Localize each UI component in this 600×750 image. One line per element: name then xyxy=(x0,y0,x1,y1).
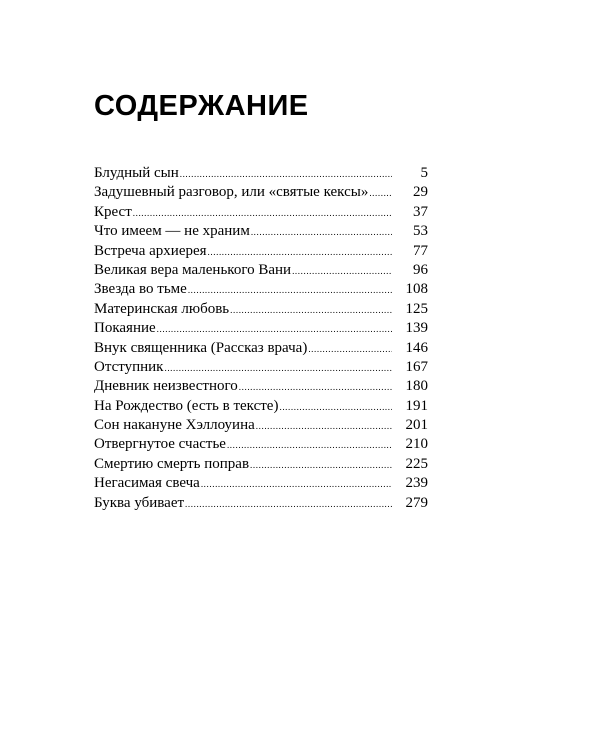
toc-entry xyxy=(94,435,428,454)
toc-entry-title: Что имеем — не храним xyxy=(94,223,250,240)
toc-entry xyxy=(94,300,428,319)
toc-page-number: 191 xyxy=(405,397,428,414)
toc-entry xyxy=(94,474,428,493)
toc-entry-title: Внук священника (Рассказ врача) xyxy=(94,339,308,356)
dot-leader xyxy=(250,461,392,470)
toc-entry xyxy=(94,222,428,241)
toc-page-number: 29 xyxy=(413,184,428,201)
dot-leader xyxy=(157,325,392,334)
toc-entry xyxy=(94,397,428,416)
toc-entry-title: Дневник неизвестного xyxy=(94,378,238,395)
toc-page-number: 210 xyxy=(405,436,428,453)
toc-entry xyxy=(94,339,428,358)
toc-page-number: 77 xyxy=(413,242,428,259)
table-of-contents xyxy=(94,164,428,513)
toc-entry-title: Негасимая свеча xyxy=(94,475,200,492)
dot-leader xyxy=(133,209,392,218)
toc-entry xyxy=(94,164,428,183)
dot-leader xyxy=(279,403,392,412)
toc-page-number: 225 xyxy=(405,455,428,472)
toc-entry-title: На Рождество (есть в тексте) xyxy=(94,397,279,414)
toc-entry xyxy=(94,358,428,377)
toc-page-number: 108 xyxy=(405,281,428,298)
toc-page-number: 167 xyxy=(405,358,428,375)
dot-leader xyxy=(256,422,392,431)
dot-leader xyxy=(164,364,392,373)
toc-page-number: 139 xyxy=(405,320,428,337)
toc-entry-title: Буква убивает xyxy=(94,494,185,511)
toc-entry xyxy=(94,183,428,202)
toc-entry xyxy=(94,261,428,280)
dot-leader xyxy=(251,228,392,237)
toc-entry xyxy=(94,377,428,396)
toc-entry-title: Великая вера маленького Вани xyxy=(94,261,292,278)
toc-entry-title: Сон накануне Хэллоуина xyxy=(94,417,255,434)
toc-entry xyxy=(94,280,428,299)
toc-entry-title: Блудный сын xyxy=(94,165,179,181)
toc-entry-title: Встреча архиерея xyxy=(94,242,207,259)
dot-leader xyxy=(239,383,392,392)
toc-page-number: 125 xyxy=(405,300,428,317)
dot-leader xyxy=(369,189,392,198)
toc-page-number: 146 xyxy=(405,339,428,356)
toc-entry xyxy=(94,242,428,261)
dot-leader xyxy=(201,480,392,489)
toc-entry-title: Покаяние xyxy=(94,320,156,337)
dot-leader xyxy=(227,441,392,450)
toc-entry xyxy=(94,416,428,435)
dot-leader xyxy=(188,286,392,295)
toc-entry-title: Материнская любовь xyxy=(94,300,230,317)
toc-page-number: 239 xyxy=(405,475,428,492)
dot-leader xyxy=(185,500,392,509)
page-title: СОДЕРЖАНИЕ xyxy=(94,90,309,122)
toc-entry xyxy=(94,203,428,222)
toc-page-number: 96 xyxy=(413,261,428,278)
dot-leader xyxy=(208,248,392,257)
toc-page-number: 201 xyxy=(405,417,428,434)
toc-page-number: 279 xyxy=(405,494,428,511)
toc-page-number: 53 xyxy=(413,223,428,240)
dot-leader xyxy=(308,345,392,354)
toc-entry-title: Звезда во тьме xyxy=(94,281,187,298)
toc-entry xyxy=(94,494,428,513)
dot-leader xyxy=(292,267,392,276)
toc-entry-title: Отступник xyxy=(94,358,164,375)
toc-page-number: 37 xyxy=(413,203,428,220)
toc-entry-title: Задушевный разговор, или «святые кексы» xyxy=(94,184,369,201)
dot-leader xyxy=(230,306,392,315)
toc-entry-title: Смертию смерть поправ xyxy=(94,455,250,472)
toc-entry xyxy=(94,455,428,474)
toc-page-number: 5 xyxy=(420,165,428,181)
toc-page-number: 180 xyxy=(405,378,428,395)
dot-leader xyxy=(180,170,392,179)
toc-entry-title: Отвергнутое счастье xyxy=(94,436,226,453)
toc-entry-title: Крест xyxy=(94,203,132,220)
toc-entry xyxy=(94,319,428,338)
